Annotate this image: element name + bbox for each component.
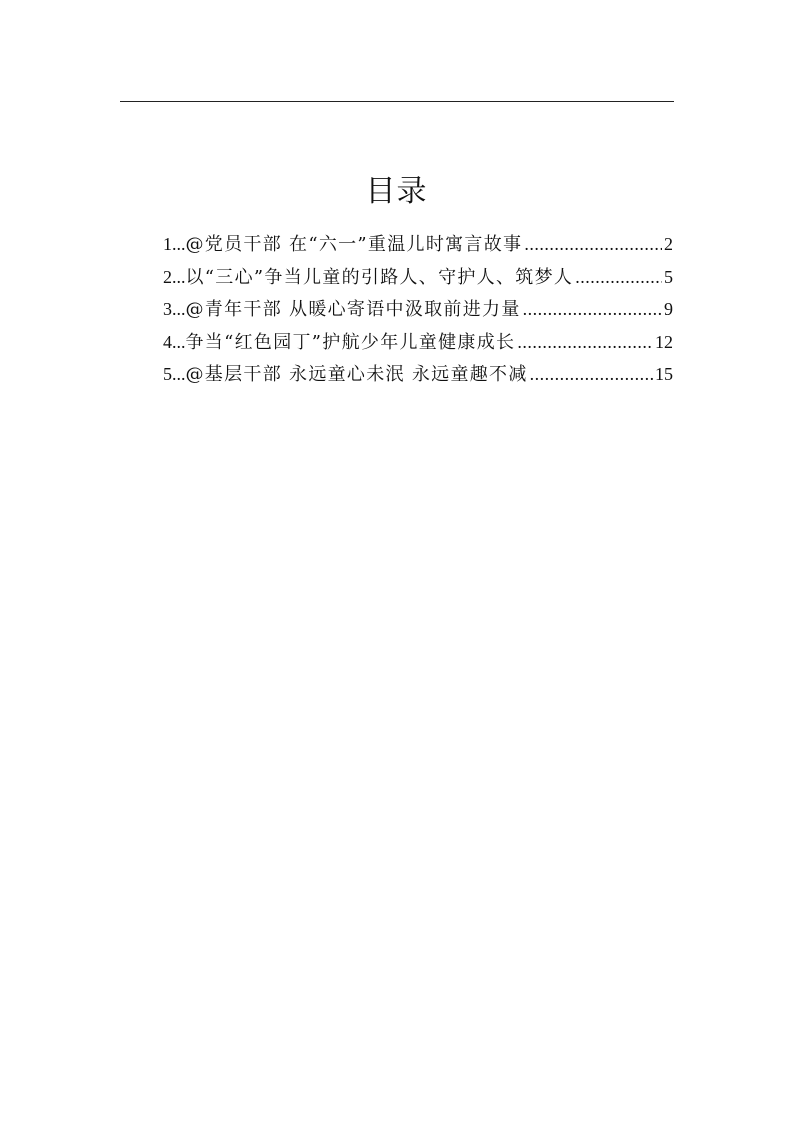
toc-entry-title: 争当“红色园丁”护航少年儿童健康成长 [185, 331, 516, 353]
toc-entry-number: 2... [163, 266, 186, 287]
toc-entry-number: 1... [163, 234, 186, 254]
toc-entry-title: 以“三心”争当儿童的引路人、守护人、筑梦人 [185, 266, 574, 288]
toc-entry-page: 12 [655, 331, 673, 352]
toc-entry-number: 5... [163, 364, 186, 384]
toc-dot-leader [523, 293, 662, 326]
toc-entry-page: 2 [664, 234, 673, 254]
toc-entry[interactable] [163, 326, 673, 359]
toc-dot-leader [517, 326, 653, 359]
toc-title: 目录 [365, 174, 428, 209]
toc-entry-title: @党员干部 在“六一”重温儿时寓言故事 [185, 234, 523, 255]
toc-dot-leader [530, 358, 653, 391]
toc-entry-number: 4... [163, 331, 186, 352]
toc-entry[interactable] [163, 293, 673, 326]
toc-entry[interactable] [163, 228, 673, 261]
toc-entry-number: 3... [163, 299, 186, 319]
toc-entry[interactable] [163, 261, 673, 294]
toc-entry[interactable] [163, 358, 673, 391]
toc-entry-page: 9 [664, 299, 673, 319]
header-rule [120, 101, 674, 102]
toc-entry-title: @青年干部 从暖心寄语中汲取前进力量 [185, 299, 521, 320]
toc-list [163, 228, 673, 391]
toc-entry-title: @基层干部 永远童心未泯 永远童趣不减 [185, 364, 528, 385]
toc-entry-page: 15 [655, 364, 673, 384]
toc-dot-leader [524, 228, 662, 261]
toc-dot-leader [575, 261, 662, 294]
toc-entry-page: 5 [664, 266, 673, 287]
